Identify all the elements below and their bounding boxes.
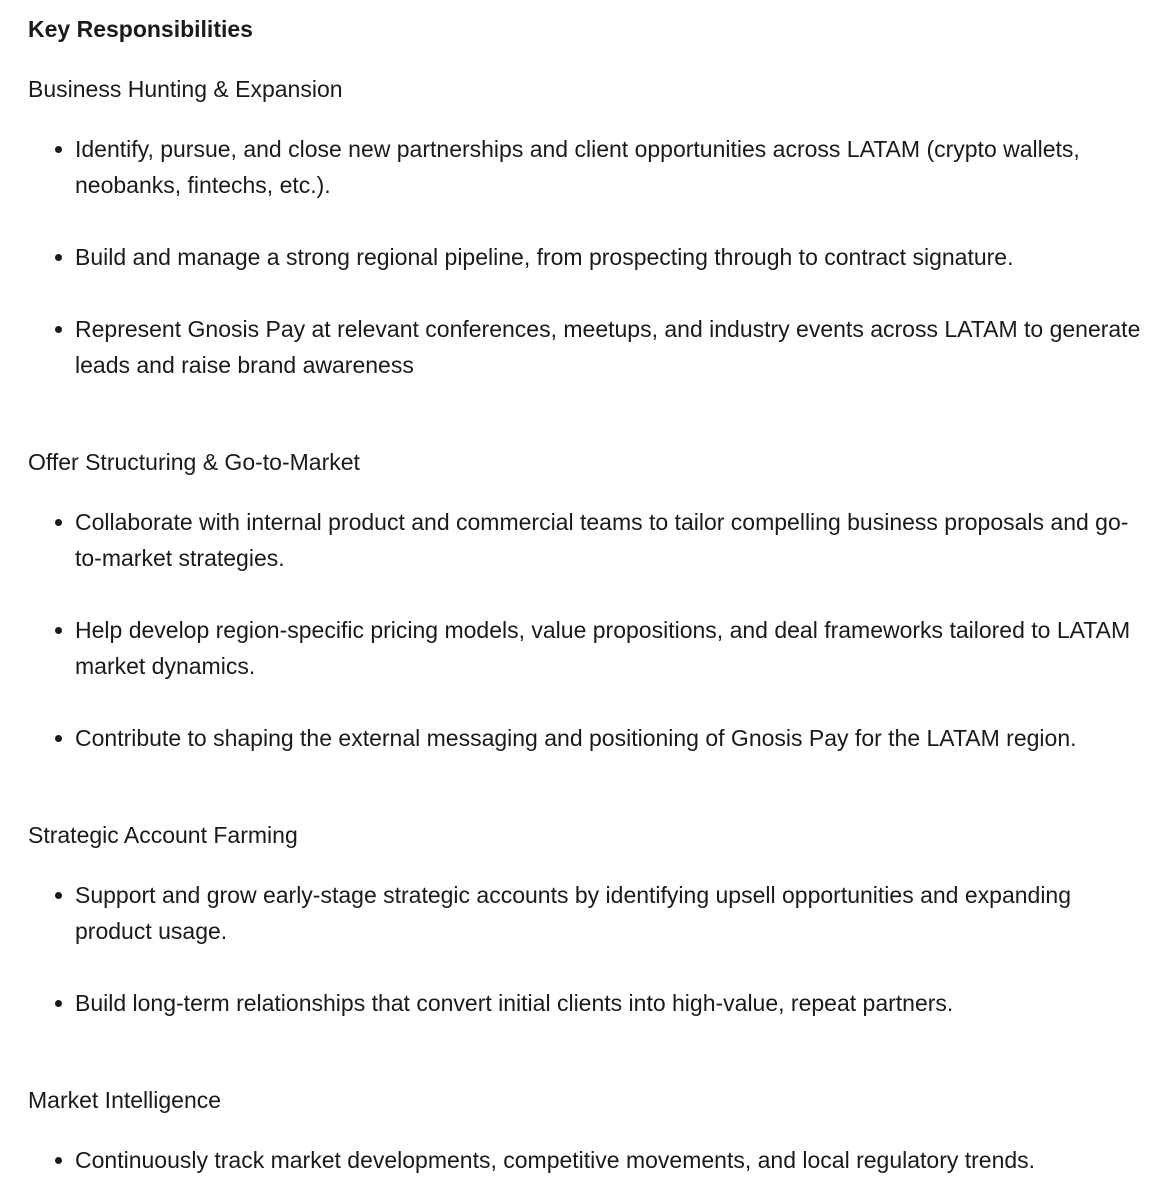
bullet-icon <box>55 1157 62 1164</box>
section-heading-account-farming: Strategic Account Farming <box>28 822 298 848</box>
bullet-icon <box>55 146 62 153</box>
list-item: Identify, pursue, and close new partnerships and client opportunities across LATAM (crypto wallets, neobanks, fintechs, etc.). <box>28 131 1148 203</box>
bullet-icon <box>55 254 62 261</box>
list-item: Build long-term relationships that convert initial clients into high-value, repeat partners. <box>28 985 1148 1021</box>
bullet-icon <box>55 627 62 634</box>
list-item: Help develop region-specific pricing models, value propositions, and deal frameworks tailored to LATAM market dynamics. <box>28 612 1148 684</box>
list-item: Contribute to shaping the external messaging and positioning of Gnosis Pay for the LATAM region. <box>28 720 1148 756</box>
bullet-icon <box>55 326 62 333</box>
page-title: Key Responsibilities <box>28 16 253 42</box>
bullet-icon <box>55 1000 62 1007</box>
section-heading-offer-structuring: Offer Structuring & Go-to-Market <box>28 449 360 475</box>
bullet-icon <box>55 519 62 526</box>
list-item: Support and grow early-stage strategic accounts by identifying upsell opportunities and expanding product usage. <box>28 877 1148 949</box>
section-heading-market-intelligence: Market Intelligence <box>28 1087 222 1113</box>
list-item: Collaborate with internal product and commercial teams to tailor compelling business proposals and go-to-market strategies. <box>28 504 1148 576</box>
list-item: Represent Gnosis Pay at relevant conferences, meetups, and industry events across LATAM to generate leads and raise brand awareness <box>28 311 1148 383</box>
list-item: Continuously track market developments, competitive movements, and local regulatory trends. <box>28 1142 1148 1178</box>
bullet-icon <box>55 892 62 899</box>
section-heading-business-hunting: Business Hunting & Expansion <box>28 76 343 102</box>
list-item: Build and manage a strong regional pipeline, from prospecting through to contract signature. <box>28 239 1148 275</box>
bullet-icon <box>55 735 62 742</box>
